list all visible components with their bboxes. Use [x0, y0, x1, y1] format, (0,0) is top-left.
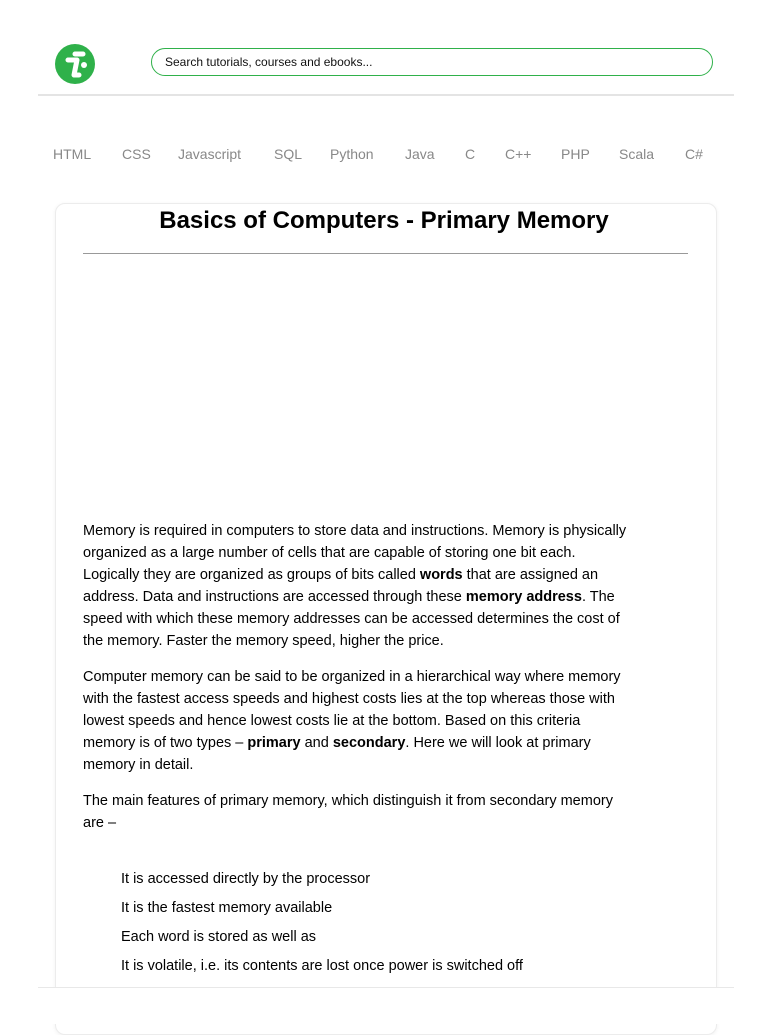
bold-term: words	[419, 567, 463, 583]
ad-placeholder	[83, 270, 688, 510]
bottom-overlay	[38, 988, 734, 1024]
nav-link-scala[interactable]: Scala	[619, 146, 655, 162]
list-item: Each word is stored as well as	[121, 929, 317, 945]
intro-paragraph	[83, 520, 628, 652]
text: Memory is required in computers to store data and instructions. Memory is physically organized as a large number of cells that are capable of storing one bit each. Logically they are organized as groups of bits called	[83, 523, 627, 583]
list-item: It is accessed directly by the processor	[121, 871, 371, 887]
tutorialspoint-logo-icon[interactable]	[55, 44, 95, 84]
text: and	[300, 735, 333, 751]
page-title: Basics of Computers - Primary Memory	[159, 207, 609, 234]
nav-link-sql[interactable]: SQL	[274, 146, 303, 162]
text: . The speed with which these memory addresses can be accessed determines the cost of the memory. Faster the memory speed, higher the price.	[83, 589, 620, 649]
text: Computer memory can be said to be organized in a hierarchical way where memory with the fastest access speeds and highest costs lies at the top whereas those with lowest speeds and hence lowest costs lie at the bottom. Based on this criteria memory is of two types –	[83, 669, 621, 751]
search-box[interactable]	[151, 48, 713, 76]
top-header	[38, 32, 734, 96]
language-nav	[38, 140, 734, 170]
article-content	[83, 520, 628, 974]
nav-link-javascript[interactable]: Javascript	[178, 146, 242, 162]
title-divider	[83, 253, 688, 254]
nav-link-html[interactable]: HTML	[53, 146, 92, 162]
nav-link-cpp[interactable]: C++	[505, 146, 532, 162]
nav-link-c[interactable]: C	[465, 146, 476, 162]
bold-term: secondary	[332, 735, 406, 751]
text: that are assigned an address. Data and instructions are accessed through these	[83, 567, 599, 605]
list-item: It is the fastest memory available	[121, 900, 333, 916]
nav-link-css[interactable]: CSS	[122, 146, 151, 162]
hierarchy-paragraph	[83, 666, 628, 776]
features-intro: The main features of primary memory, which distinguish it from secondary memory are –	[83, 793, 613, 831]
text: . Here we will look at primary memory in detail.	[83, 735, 591, 773]
bold-term: memory address	[465, 589, 582, 605]
features-list	[83, 868, 628, 977]
list-item: It is volatile, i.e. its contents are lost once power is switched off	[121, 958, 523, 974]
nav-link-java[interactable]: Java	[405, 146, 435, 162]
nav-link-php[interactable]: PHP	[561, 146, 590, 162]
bold-term: primary	[247, 735, 301, 751]
nav-link-python[interactable]: Python	[330, 146, 374, 162]
nav-link-csharp[interactable]: C#	[685, 146, 703, 162]
search-input[interactable]	[165, 49, 712, 75]
